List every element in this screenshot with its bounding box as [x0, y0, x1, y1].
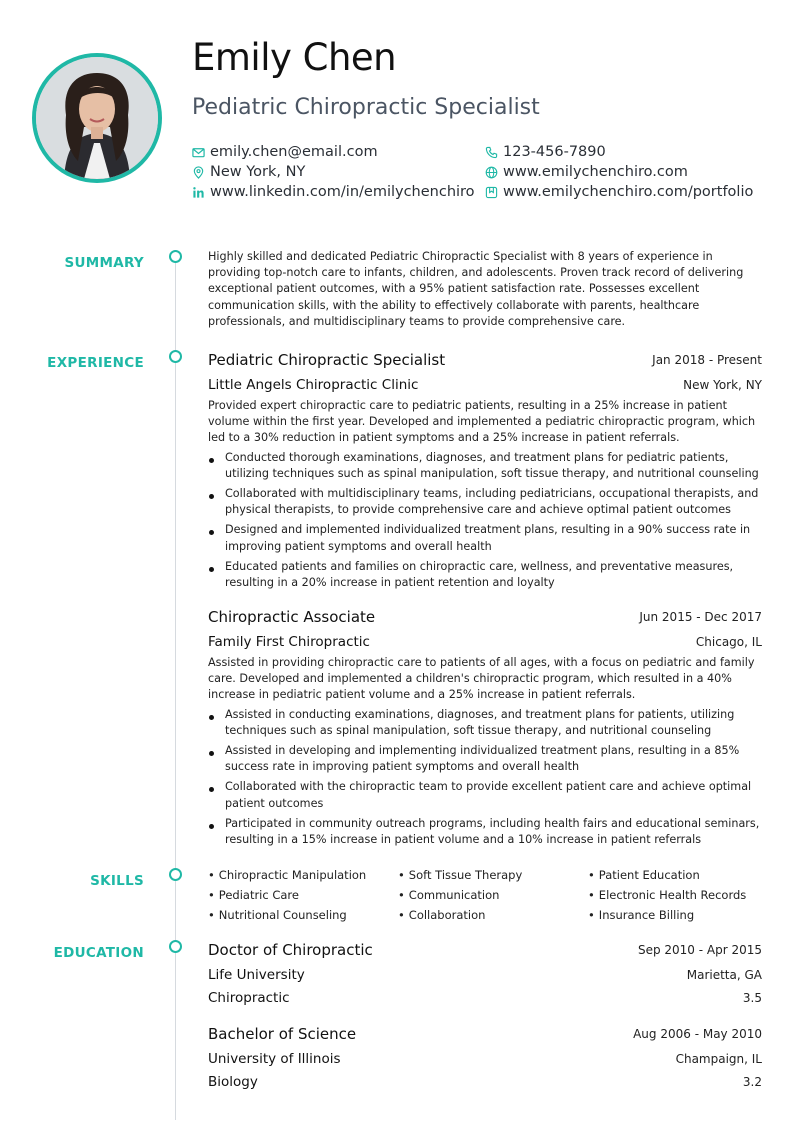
portfolio-icon: [485, 186, 498, 199]
edu-school: Life University: [208, 967, 305, 983]
job-description: Provided expert chiropractic care to pediatric patients, resulting in a 25% increase in patient volume within the first year. Developed and implemented a pediatric chiropractic program, which led to a 30% reduction in patient symptoms and a 25% increase in patient referrals.: [208, 399, 756, 445]
website-contact[interactable]: [485, 162, 688, 182]
map-pin-icon: [192, 166, 205, 179]
skill-item: • Pediatric Care: [208, 888, 299, 902]
skill-item: • Soft Tissue Therapy: [398, 868, 522, 882]
job-location: Chicago, IL: [695, 635, 762, 649]
edu-location: Marietta, GA: [686, 968, 762, 982]
portrait-image: [36, 57, 158, 179]
education-heading: EDUCATION: [53, 945, 144, 961]
phone-contact[interactable]: [485, 142, 606, 162]
location-text: New York, NY: [210, 164, 306, 180]
job-location: New York, NY: [683, 378, 762, 392]
skill-item: • Chiropractic Manipulation: [208, 868, 366, 882]
skills-timeline-dot: [169, 868, 182, 881]
skill-item: • Communication: [398, 888, 499, 902]
portfolio-contact[interactable]: [485, 182, 753, 202]
skill-item: • Insurance Billing: [588, 908, 694, 922]
email-contact[interactable]: [192, 142, 378, 162]
edu-field: Chiropractic: [208, 990, 290, 1006]
job-title: Chiropractic Associate: [208, 608, 376, 626]
job-company: Family First Chiropractic: [208, 634, 370, 650]
edu-dates: Sep 2010 - Apr 2015: [637, 943, 762, 957]
phone-text: 123-456-7890: [503, 144, 606, 160]
experience-heading: EXPERIENCE: [47, 355, 144, 371]
job-bullet: Collaborated with multidisciplinary teams, including pediatricians, occupational therapists, and physical therapists, to provide comprehensive care and achieve optimal patient outcomes: [208, 486, 764, 518]
edu-gpa: 3.5: [742, 991, 762, 1005]
job-description: Assisted in providing chiropractic care to patients of all ages, with a focus on pediatric and family care. Developed and implemented a children's chiropractic program, which resulted in a 40% increase in pediatric patient volume and a 25% increase in patient referrals.: [208, 656, 755, 702]
timeline-line: [175, 262, 176, 1120]
job-bullet: Designed and implemented individualized treatment plans, resulting in a 90% success rate in improving patient symptoms and overall health: [208, 522, 764, 554]
job-company: Little Angels Chiropractic Clinic: [208, 377, 419, 393]
skill-item: • Nutritional Counseling: [208, 908, 347, 922]
candidate-name: Emily Chen: [192, 36, 397, 79]
phone-icon: [485, 146, 498, 159]
job-bullet: Participated in community outreach programs, including health fairs and educational seminars, resulting in a 15% increase in patient volume and a 10% increase in patient referrals: [208, 816, 764, 848]
website-text: www.emilychenchiro.com: [503, 164, 688, 180]
job-bullet: Assisted in conducting examinations, diagnoses, and treatment plans for patients, utilizing techniques such as spinal manipulation, soft tissue therapy, and nutritional counseling: [208, 707, 764, 739]
globe-icon: [485, 166, 498, 179]
job-bullet: Collaborated with the chiropractic team to provide excellent patient care and achieve optimal patient outcomes: [208, 779, 764, 811]
location-contact: [192, 162, 305, 182]
summary-text: Highly skilled and dedicated Pediatric Chiropractic Specialist with 8 years of experience in providing top-notch care to infants, children, and adolescents. Proven track record of delivering exceptional patient outcomes, with a 95% patient satisfaction rate. Possesses excellent communication skills, with the ability to effectively collaborate with parents, healthcare professionals, and multidisciplinary teams to provide comprehensive care.: [208, 250, 744, 328]
edu-location: Champaign, IL: [675, 1052, 762, 1066]
edu-field: Biology: [208, 1074, 258, 1090]
mail-icon: [192, 146, 205, 159]
portfolio-text: www.emilychenchiro.com/portfolio: [503, 184, 754, 200]
job-title: Pediatric Chiropractic Specialist: [208, 351, 446, 369]
candidate-title: Pediatric Chiropractic Specialist: [192, 95, 540, 120]
skill-item: • Collaboration: [398, 908, 485, 922]
job-bullet: Educated patients and families on chiropractic care, wellness, and preventative measures, resulting in a 20% increase in patient retention and loyalty: [208, 559, 764, 591]
linkedin-icon: [192, 186, 205, 199]
linkedin-contact[interactable]: [192, 182, 475, 202]
email-text: emily.chen@email.com: [210, 144, 378, 160]
summary-heading: SUMMARY: [64, 255, 144, 271]
job-bullet-list: [208, 707, 764, 852]
edu-dates: Aug 2006 - May 2010: [633, 1027, 762, 1041]
job-dates: Jan 2018 - Present: [652, 353, 762, 367]
education-timeline-dot: [169, 940, 182, 953]
job-bullet: Conducted thorough examinations, diagnoses, and treatment plans for pediatric patients, utilizing techniques such as spinal manipulation, soft tissue therapy, and nutritional counseling: [208, 450, 764, 482]
profile-photo: [32, 53, 162, 183]
job-dates: Jun 2015 - Dec 2017: [639, 610, 762, 624]
skill-item: • Patient Education: [588, 868, 700, 882]
skill-item: • Electronic Health Records: [588, 888, 746, 902]
summary-timeline-dot: [169, 250, 182, 263]
job-bullet: Assisted in developing and implementing individualized treatment plans, resulting in a 85% success rate in improving patient symptoms and overall health: [208, 743, 764, 775]
edu-degree: Bachelor of Science: [208, 1025, 357, 1043]
edu-degree: Doctor of Chiropractic: [208, 941, 373, 959]
job-bullet-list: [208, 450, 764, 595]
experience-timeline-dot: [169, 350, 182, 363]
edu-gpa: 3.2: [742, 1075, 762, 1089]
skills-heading: SKILLS: [90, 873, 144, 889]
edu-school: University of Illinois: [208, 1051, 341, 1067]
linkedin-text: www.linkedin.com/in/emilychenchiro: [210, 184, 475, 200]
